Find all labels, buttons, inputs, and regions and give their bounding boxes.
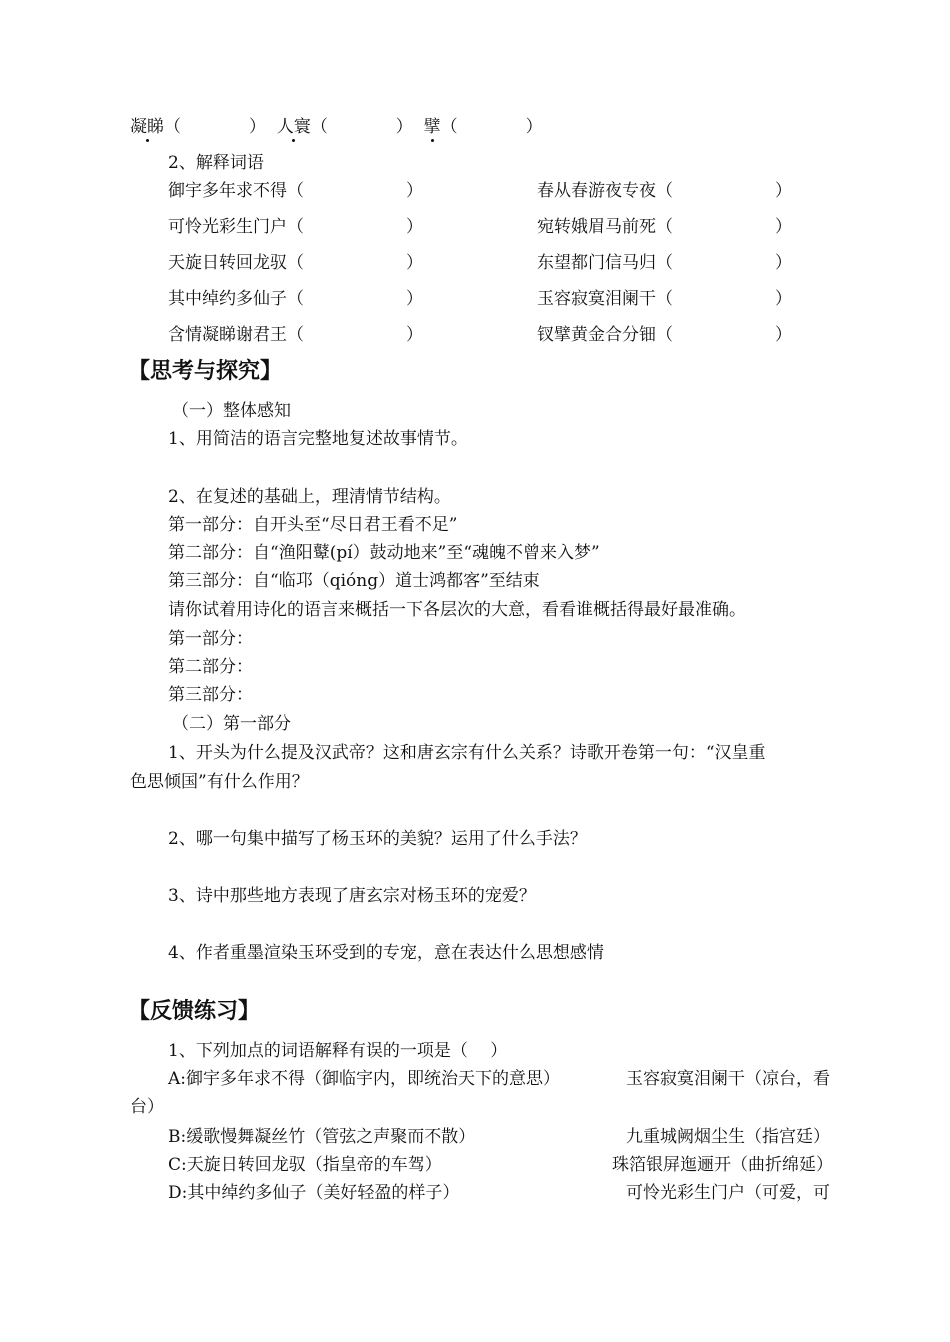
option-c-left: C:天旋日转回龙驭（指皇帝的车驾） (168, 1155, 442, 1175)
structure-line: 第一部分：自开头至“尽日君王看不足” (168, 515, 458, 535)
question: 1、开头为什么提及汉武帝？这和唐玄宗有什么关系？诗歌开卷第一句：“汉皇重 (168, 743, 766, 763)
vocab-item: 宛转娥眉马前死（ ） (537, 217, 792, 237)
answer-label: 第三部分： (168, 685, 253, 705)
question: 3、诗中那些地方表现了唐玄宗对杨玉环的宠爱？ (168, 886, 536, 906)
question: 1、用简洁的语言完整地复述故事情节。 (168, 429, 468, 449)
answer-label: 第二部分： (168, 657, 253, 677)
option-b-left: B:缓歌慢舞凝丝竹（管弦之声聚而不散） (168, 1127, 476, 1147)
blank-2: （ ） (310, 117, 413, 137)
vocab-item: 其中绰约多仙子（ ） (168, 289, 423, 309)
option-d-right: 可怜光彩生门户（可爱，可 (626, 1183, 830, 1203)
word-bo: 擘 (423, 117, 441, 137)
vocab-item: 天旋日转回龙驭（ ） (168, 253, 423, 273)
section-heading-think: 【思考与探究】 (128, 359, 283, 384)
word-renhuan: 人寰 (276, 117, 311, 137)
word-ningdi: 凝睇 (130, 117, 164, 137)
structure-line: 第二部分：自“渔阳鼙(pí）鼓动地来”至“魂魄不曾来入梦” (168, 543, 600, 563)
question: 1、下列加点的词语解释有误的一项是（ ） (168, 1041, 508, 1061)
vocab-item: 玉容寂寞泪阑干（ ） (537, 289, 792, 309)
structure-line: 第三部分：自“临邛（qióng）道士鸿都客”至结束 (168, 571, 540, 591)
question: 2、在复述的基础上，理清情节结构。 (168, 487, 451, 507)
subheading: （二）第一部分 (172, 714, 291, 734)
option-a-wrap: 台） (130, 1097, 164, 1117)
vocab-item: 可怜光彩生门户（ ） (168, 217, 423, 237)
option-b-right: 九重城阙烟尘生（指宫廷） (626, 1127, 830, 1147)
question: 4、作者重墨渲染玉环受到的专宠，意在表达什么思想感情 (168, 943, 604, 963)
section-heading-feedback: 【反馈练习】 (128, 999, 261, 1024)
instruction: 请你试着用诗化的语言来概括一下各层次的大意，看看谁概括得最好最准确。 (168, 600, 746, 620)
vocab-item: 含情凝睇谢君王（ ） (168, 325, 423, 345)
vocab-item: 御宇多年求不得（ ） (168, 181, 423, 201)
pinyin-row (130, 116, 543, 138)
answer-label: 第一部分： (168, 629, 253, 649)
option-c-right: 珠箔银屏迤逦开（曲折绵延） (612, 1155, 833, 1175)
question: 2、哪一句集中描写了杨玉环的美貌？运用了什么手法？ (168, 829, 587, 849)
vocab-item: 钗擘黄金合分钿（ ） (537, 325, 792, 345)
question-wrap: 色思倾国”有什么作用？ (130, 772, 309, 792)
vocab-title: 2、解释词语 (168, 153, 264, 173)
option-a-left: A:御宇多年求不得（御临宇内，即统治天下的意思） (168, 1069, 561, 1089)
subheading: （一）整体感知 (172, 401, 291, 421)
vocab-item: 春从春游夜专夜（ ） (537, 181, 792, 201)
option-a-right: 玉容寂寞泪阑干（凉台，看 (626, 1069, 830, 1089)
option-d-left: D:其中绰约多仙子（美好轻盈的样子） (168, 1183, 460, 1203)
blank-3: （ ） (440, 117, 543, 137)
blank-1: （ ） (164, 117, 266, 137)
vocab-item: 东望都门信马归（ ） (537, 253, 792, 273)
